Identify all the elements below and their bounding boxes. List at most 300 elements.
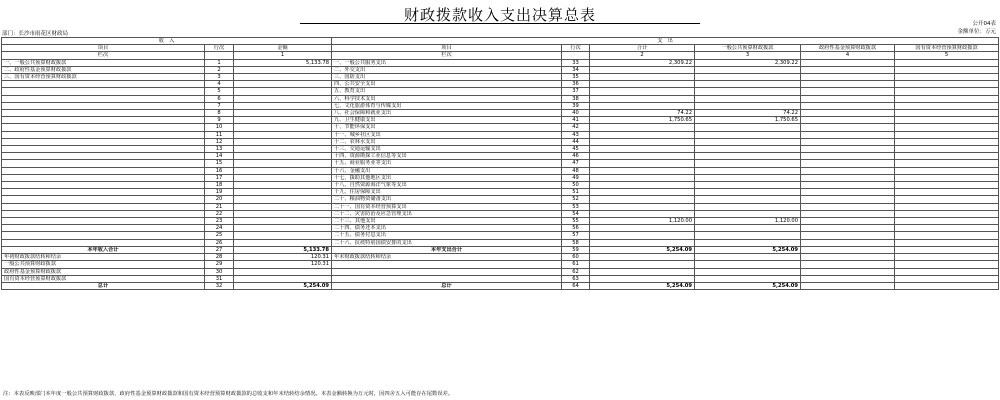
income-amount-cell: [234, 117, 332, 124]
expense-item-cell: 十九、住房保障支出: [332, 189, 562, 196]
expense-general-cell: [695, 239, 801, 246]
expense-general-cell: [695, 138, 801, 145]
expense-gov-fund-cell: [801, 182, 895, 189]
expense-general-cell: [695, 232, 801, 239]
income-item-cell: 总计: [2, 282, 205, 289]
expense-item-cell: 六、科学技术支出: [332, 95, 562, 102]
expense-item-cell: 十四、资源勘探工业信息等支出: [332, 153, 562, 160]
expense-row-number-cell: 57: [562, 232, 590, 239]
income-amount-cell: [234, 275, 332, 282]
income-row-number-cell: 6: [205, 95, 234, 102]
expense-state-capital-cell: [895, 131, 999, 138]
header-row-columns: [2, 45, 999, 52]
income-item-cell: 年初财政拨款结转和结余: [2, 254, 205, 261]
table-row: [2, 246, 999, 253]
expense-group-header: 支 出: [332, 38, 999, 45]
income-item-cell: [2, 95, 205, 102]
income-row-number-cell: 8: [205, 110, 234, 117]
expense-row-number-cell: 59: [562, 246, 590, 253]
income-item-cell: [2, 110, 205, 117]
expense-state-capital-cell: [895, 246, 999, 253]
income-amount-cell: [234, 110, 332, 117]
expense-total-cell: [590, 124, 695, 131]
col-index-2: 2: [590, 52, 695, 59]
table-row: [2, 275, 999, 282]
expense-general-cell: [695, 102, 801, 109]
expense-general-cell: [695, 189, 801, 196]
expense-general-cell: 74.22: [695, 110, 801, 117]
income-amount-cell: [234, 174, 332, 181]
expense-gov-fund-cell: [801, 203, 895, 210]
expense-item-cell: 十三、交通运输支出: [332, 146, 562, 153]
expense-gov-fund-cell: [801, 160, 895, 167]
income-item-cell: [2, 196, 205, 203]
income-amount-header: 金额: [234, 45, 332, 52]
income-amount-cell: [234, 66, 332, 73]
expense-total-cell: [590, 131, 695, 138]
expense-gov-fund-cell: [801, 102, 895, 109]
table-row: [2, 131, 999, 138]
income-row-number-cell: 21: [205, 203, 234, 210]
expense-row-number-cell: 39: [562, 102, 590, 109]
expense-gov-fund-cell: [801, 239, 895, 246]
expense-general-cell: [695, 261, 801, 268]
expense-state-capital-cell: [895, 210, 999, 217]
expense-general-cell: [695, 167, 801, 174]
expense-gov-fund-cell: [801, 261, 895, 268]
expense-general-cell: [695, 196, 801, 203]
expense-general-cell: [695, 74, 801, 81]
expense-total-cell: [590, 102, 695, 109]
income-item-cell: [2, 189, 205, 196]
expense-item-cell: [332, 268, 562, 275]
income-amount-cell: 5,133.78: [234, 59, 332, 66]
income-amount-cell: [234, 268, 332, 275]
expense-state-capital-cell: [895, 110, 999, 117]
expense-state-capital-cell: [895, 66, 999, 73]
expense-gov-fund-cell: [801, 196, 895, 203]
income-amount-cell: [234, 153, 332, 160]
expense-row-number-cell: 35: [562, 74, 590, 81]
income-row-number-cell: 27: [205, 246, 234, 253]
income-item-cell: [2, 225, 205, 232]
income-item-cell: [2, 146, 205, 153]
expense-row-number-cell: 60: [562, 254, 590, 261]
expense-gov-fund-cell: [801, 189, 895, 196]
expense-general-header: 一般公共预算财政拨款: [695, 45, 801, 52]
expense-state-capital-cell: [895, 160, 999, 167]
table-row: [2, 81, 999, 88]
table-row: [2, 153, 999, 160]
income-item-cell: [2, 232, 205, 239]
table-row: [2, 167, 999, 174]
income-row-number-cell: 4: [205, 81, 234, 88]
table-row: [2, 88, 999, 95]
expense-gov-fund-cell: [801, 174, 895, 181]
income-row-number-cell: 2: [205, 66, 234, 73]
expense-state-capital-cell: [895, 182, 999, 189]
expense-gov-fund-cell: [801, 59, 895, 66]
income-item-cell: [2, 160, 205, 167]
expense-gov-fund-cell: [801, 124, 895, 131]
income-item-cell: [2, 88, 205, 95]
table-row: [2, 138, 999, 145]
expense-total-cell: [590, 182, 695, 189]
expense-item-cell: 十八、自然资源海洋气象等支出: [332, 182, 562, 189]
expense-total-cell: [590, 203, 695, 210]
expense-item-cell: [332, 261, 562, 268]
income-row-number-cell: 20: [205, 196, 234, 203]
income-amount-cell: [234, 95, 332, 102]
income-item-header: 项目: [2, 45, 205, 52]
expense-gov-fund-cell: [801, 153, 895, 160]
expense-item-cell: 四、公共安全支出: [332, 81, 562, 88]
expense-row-number-cell: 61: [562, 261, 590, 268]
expense-row-number-cell: 37: [562, 88, 590, 95]
income-row-number-cell: 31: [205, 275, 234, 282]
expense-total-cell: [590, 74, 695, 81]
expense-state-capital-cell: [895, 117, 999, 124]
table-row: [2, 268, 999, 275]
table-row: [2, 261, 999, 268]
expense-general-cell: 5,254.09: [695, 246, 801, 253]
income-row-number-cell: 10: [205, 124, 234, 131]
budget-table: [1, 37, 999, 290]
expense-item-cell: 二十五、债务付息支出: [332, 232, 562, 239]
income-item-cell: [2, 210, 205, 217]
income-item-cell: [2, 81, 205, 88]
income-amount-cell: [234, 182, 332, 189]
expense-item-cell: 年末财政拨款结转和结余: [332, 254, 562, 261]
income-item-cell: [2, 167, 205, 174]
expense-total-cell: 2,309.22: [590, 59, 695, 66]
income-item-cell: 二、政府性基金预算财政拨款: [2, 66, 205, 73]
expense-total-cell: [590, 196, 695, 203]
expense-row-number-cell: 53: [562, 203, 590, 210]
expense-general-cell: [695, 88, 801, 95]
expense-total-cell: [590, 167, 695, 174]
expense-total-cell: [590, 160, 695, 167]
expense-row-number-cell: 63: [562, 275, 590, 282]
table-row: [2, 225, 999, 232]
expense-general-cell: [695, 203, 801, 210]
expense-state-capital-cell: [895, 218, 999, 225]
expense-row-number-cell: 62: [562, 268, 590, 275]
expense-total-cell: [590, 189, 695, 196]
table-row: [2, 95, 999, 102]
income-row-number-cell: 16: [205, 167, 234, 174]
expense-general-cell: [695, 124, 801, 131]
expense-total-cell: [590, 275, 695, 282]
table-row: [2, 232, 999, 239]
expense-gov-fund-cell: [801, 232, 895, 239]
expense-gov-fund-cell: [801, 268, 895, 275]
expense-item-cell: 本年支出合计: [332, 246, 562, 253]
expense-item-cell: 二十六、抗疫特别国债安排的支出: [332, 239, 562, 246]
col-index-1: 1: [234, 52, 332, 59]
table-row: [2, 174, 999, 181]
table-row: [2, 74, 999, 81]
income-item-cell: [2, 131, 205, 138]
income-amount-cell: [234, 189, 332, 196]
expense-total-cell: [590, 95, 695, 102]
income-amount-cell: [234, 138, 332, 145]
expense-total-cell: [590, 153, 695, 160]
income-row-number-cell: 18: [205, 182, 234, 189]
income-row-number-cell: 28: [205, 254, 234, 261]
income-row-number-cell: 19: [205, 189, 234, 196]
col-index-5: 5: [895, 52, 999, 59]
expense-state-capital-cell: [895, 203, 999, 210]
expense-gov-fund-cell: [801, 225, 895, 232]
expense-total-cell: [590, 239, 695, 246]
expense-row-number-cell: 40: [562, 110, 590, 117]
table-row: [2, 182, 999, 189]
expense-row-number-cell: 54: [562, 210, 590, 217]
expense-item-cell: 二十、粮油物资储备支出: [332, 196, 562, 203]
expense-total-cell: [590, 268, 695, 275]
expense-state-capital-cell: [895, 196, 999, 203]
expense-total-cell: 5,254.09: [590, 246, 695, 253]
income-item-cell: 政府性基金预算财政拨款: [2, 268, 205, 275]
expense-total-cell: [590, 210, 695, 217]
expense-gov-fund-cell: [801, 275, 895, 282]
expense-state-capital-cell: [895, 174, 999, 181]
expense-item-cell: 九、卫生健康支出: [332, 117, 562, 124]
table-row: [2, 203, 999, 210]
expense-total-cell: [590, 225, 695, 232]
expense-row-number-cell: 43: [562, 131, 590, 138]
income-amount-cell: [234, 146, 332, 153]
expense-state-capital-header: 国有资本经营预算财政拨款: [895, 45, 999, 52]
expense-total-cell: [590, 138, 695, 145]
expense-item-cell: 二十三、其他支出: [332, 218, 562, 225]
expense-general-cell: 1,120.00: [695, 218, 801, 225]
income-row-number-cell: 15: [205, 160, 234, 167]
expense-total-cell: [590, 174, 695, 181]
expense-total-cell: [590, 146, 695, 153]
income-amount-cell: [234, 218, 332, 225]
expense-item-cell: 十、节能环保支出: [332, 124, 562, 131]
column-index-row: [2, 52, 999, 59]
expense-total-cell: 1,120.00: [590, 218, 695, 225]
expense-row-number-cell: 45: [562, 146, 590, 153]
expense-state-capital-cell: [895, 102, 999, 109]
table-row: [2, 210, 999, 217]
table-row: [2, 196, 999, 203]
expense-gov-fund-cell: [801, 282, 895, 289]
expense-item-cell: 十二、农林水支出: [332, 138, 562, 145]
income-row-number-cell: 32: [205, 282, 234, 289]
expense-gov-fund-cell: [801, 66, 895, 73]
expense-row-number-cell: 64: [562, 282, 590, 289]
expense-state-capital-cell: [895, 95, 999, 102]
expense-item-cell: 五、教育支出: [332, 88, 562, 95]
expense-item-cell: 十六、金融支出: [332, 167, 562, 174]
income-item-cell: 三、国有资本经营预算财政拨款: [2, 74, 205, 81]
expense-row-number-cell: 38: [562, 95, 590, 102]
expense-state-capital-cell: [895, 239, 999, 246]
income-row-number-cell: 29: [205, 261, 234, 268]
expense-state-capital-cell: [895, 254, 999, 261]
income-amount-cell: [234, 81, 332, 88]
income-row-number-cell: 7: [205, 102, 234, 109]
expense-row-number-cell: 44: [562, 138, 590, 145]
expense-state-capital-cell: [895, 268, 999, 275]
expense-state-capital-cell: [895, 153, 999, 160]
expense-row-number-cell: 58: [562, 239, 590, 246]
income-row-number-cell: 22: [205, 210, 234, 217]
income-amount-cell: [234, 131, 332, 138]
expense-item-cell: [332, 275, 562, 282]
expense-item-cell: 十一、城乡社区支出: [332, 131, 562, 138]
expense-gov-fund-cell: [801, 254, 895, 261]
expense-item-cell: 二十四、债务还本支出: [332, 225, 562, 232]
col-index-3: 3: [695, 52, 801, 59]
income-item-cell: [2, 203, 205, 210]
income-row-number-cell: 13: [205, 146, 234, 153]
income-amount-cell: 5,254.09: [234, 282, 332, 289]
expense-state-capital-cell: [895, 225, 999, 232]
expense-gov-fund-cell: [801, 218, 895, 225]
income-amount-cell: 5,133.78: [234, 246, 332, 253]
income-group-header: 收 入: [2, 38, 332, 45]
col-index-empty: [562, 52, 590, 59]
table-row: [2, 254, 999, 261]
table-row: [2, 218, 999, 225]
expense-total-cell: [590, 261, 695, 268]
income-item-cell: [2, 174, 205, 181]
expense-gov-fund-cell: [801, 131, 895, 138]
income-amount-cell: [234, 196, 332, 203]
expense-total-header: 合计: [590, 45, 695, 52]
income-item-cell: [2, 124, 205, 131]
income-row-number-cell: 26: [205, 239, 234, 246]
expense-row-number-cell: 41: [562, 117, 590, 124]
expense-row-number-cell: 49: [562, 174, 590, 181]
table-row: [2, 117, 999, 124]
expense-state-capital-cell: [895, 138, 999, 145]
expense-general-cell: [695, 174, 801, 181]
expense-general-cell: [695, 66, 801, 73]
expense-general-cell: [695, 275, 801, 282]
income-amount-cell: [234, 232, 332, 239]
income-row-number-cell: 3: [205, 74, 234, 81]
expense-state-capital-cell: [895, 146, 999, 153]
expense-general-cell: [695, 95, 801, 102]
expense-total-cell: [590, 66, 695, 73]
col-index-empty: [205, 52, 234, 59]
expense-item-cell: 十五、商业服务业等支出: [332, 160, 562, 167]
expense-general-cell: [695, 131, 801, 138]
expense-state-capital-cell: [895, 189, 999, 196]
table-row: [2, 66, 999, 73]
expense-state-capital-cell: [895, 282, 999, 289]
expense-item-cell: 一、一般公共服务支出: [332, 59, 562, 66]
expense-item-cell: 总计: [332, 282, 562, 289]
income-item-cell: [2, 117, 205, 124]
table-row: [2, 160, 999, 167]
income-row-number-cell: 14: [205, 153, 234, 160]
income-item-cell: [2, 153, 205, 160]
expense-state-capital-cell: [895, 275, 999, 282]
expense-row-number-cell: 50: [562, 182, 590, 189]
income-item-cell: 一、一般公共预算财政拨款: [2, 59, 205, 66]
expense-total-cell: 1,750.65: [590, 117, 695, 124]
expense-row-number-cell: 34: [562, 66, 590, 73]
table-row: [2, 110, 999, 117]
table-row: [2, 124, 999, 131]
expense-gov-fund-cell: [801, 138, 895, 145]
header-row-groups: [2, 38, 999, 45]
expense-gov-fund-cell: [801, 95, 895, 102]
expense-row-number-cell: 51: [562, 189, 590, 196]
expense-total-cell: 5,254.09: [590, 282, 695, 289]
expense-general-cell: [695, 160, 801, 167]
expense-state-capital-cell: [895, 232, 999, 239]
income-amount-cell: [234, 239, 332, 246]
table-row: [2, 189, 999, 196]
expense-total-cell: [590, 254, 695, 261]
expense-gov-fund-cell: [801, 88, 895, 95]
income-item-cell: [2, 138, 205, 145]
expense-general-cell: [695, 254, 801, 261]
expense-state-capital-cell: [895, 88, 999, 95]
table-row: [2, 59, 999, 66]
expense-row-number-cell: 42: [562, 124, 590, 131]
income-amount-cell: [234, 74, 332, 81]
income-row-number-cell: 24: [205, 225, 234, 232]
income-item-cell: [2, 239, 205, 246]
expense-state-capital-cell: [895, 261, 999, 268]
income-amount-cell: [234, 167, 332, 174]
expense-general-cell: 1,750.65: [695, 117, 801, 124]
income-amount-cell: [234, 210, 332, 217]
income-row-number-cell: 1: [205, 59, 234, 66]
expense-general-cell: [695, 210, 801, 217]
expense-general-cell: 2,309.22: [695, 59, 801, 66]
expense-state-capital-cell: [895, 167, 999, 174]
income-amount-cell: [234, 88, 332, 95]
income-row-number-cell: 30: [205, 268, 234, 275]
col-label-expense: 栏次: [332, 52, 562, 59]
expense-item-cell: 三、国防支出: [332, 74, 562, 81]
expense-general-cell: [695, 182, 801, 189]
expense-gov-fund-cell: [801, 146, 895, 153]
table-row: [2, 146, 999, 153]
table-row: [2, 239, 999, 246]
expense-general-cell: [695, 153, 801, 160]
expense-general-cell: 5,254.09: [695, 282, 801, 289]
expense-item-cell: 七、文化旅游体育与传媒支出: [332, 102, 562, 109]
income-amount-cell: 120.31: [234, 261, 332, 268]
income-item-cell: 国有资本经营预算财政拨款: [2, 275, 205, 282]
expense-total-cell: [590, 88, 695, 95]
expense-gov-fund-header: 政府性基金预算财政拨款: [801, 45, 895, 52]
expense-state-capital-cell: [895, 81, 999, 88]
income-amount-cell: [234, 160, 332, 167]
expense-row-number-cell: 36: [562, 81, 590, 88]
expense-row-number-cell: 46: [562, 153, 590, 160]
expense-state-capital-cell: [895, 59, 999, 66]
unit-label: 金额单位：万元: [957, 29, 996, 35]
form-number: 公开04表: [972, 21, 996, 27]
income-row-number-cell: 23: [205, 218, 234, 225]
expense-row-number-cell: 47: [562, 160, 590, 167]
expense-gov-fund-cell: [801, 167, 895, 174]
income-row-number-cell: 11: [205, 131, 234, 138]
footnote: 注：本表反映部门本年度一般公共预算财政拨款、政府性基金预算财政拨款和国有资本经营预算财政拨款的总收支和年末结转结余情况。本表金额转换为万元时，因四舍五入可能存在尾数误差。: [3, 391, 454, 397]
